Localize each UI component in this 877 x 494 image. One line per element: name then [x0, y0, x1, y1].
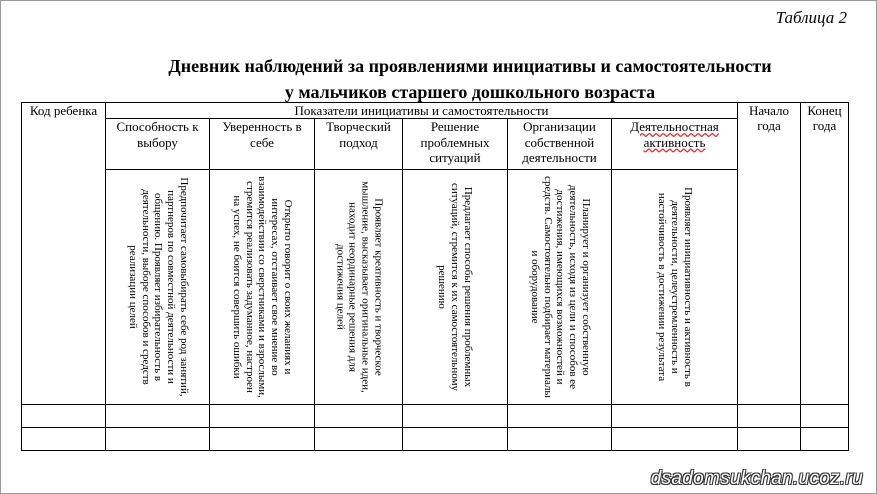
indicator-labels-row — [22, 119, 849, 170]
table-cell[interactable] — [612, 428, 738, 451]
indicator-description-cell — [315, 170, 403, 405]
indicator-description-cell — [403, 170, 508, 405]
indicator-description-cell — [508, 170, 612, 405]
site-watermark: dsadomsukchan.ucoz.ru — [650, 468, 863, 489]
header-child-code: Код ребенка — [22, 103, 106, 405]
title-line-1: Дневник наблюдений за проявлениями инициативы и самостоятельности — [168, 56, 772, 76]
table-cell[interactable] — [508, 428, 612, 451]
table-cell[interactable] — [403, 428, 508, 451]
indicator-label: Решение проблемных ситуаций — [403, 119, 508, 170]
indicator-description-cell — [210, 170, 315, 405]
table-cell[interactable] — [801, 428, 849, 451]
indicator-description: Проявляет инициативность и активность в деятельности, целеустремленность и настойчивость в достижении результата — [656, 187, 694, 388]
indicator-label: Организации собственной деятельности — [508, 119, 612, 170]
table-row — [22, 428, 849, 451]
indicator-description: Планирует и организует собственную деятельность, исходя из цели и способов ее достижения, имеющихся возможностей и средств. Самостоятельно подбирает материалы и оборудование — [528, 176, 592, 399]
table-cell[interactable] — [22, 405, 106, 428]
table-cell[interactable] — [738, 405, 801, 428]
table-cell[interactable] — [738, 428, 801, 451]
header-row — [22, 103, 849, 119]
indicator-label: Уверенность в себе — [210, 119, 315, 170]
indicator-description: Открыто говорит о своих желаниях и интересах, отстаивает свое мнение во взаимодействии со сверстниками и взрослыми, стремится реализовать задуманное, настроен на успех, не боится совершить ошибки — [230, 176, 294, 399]
indicator-description: Предпочитает самовыбирать себе род занятий, партнеров по совместной деятельности и общению. Проявляет избирательность в деятельности, выборе способов и средств реализации целей — [126, 177, 190, 397]
header-end-year: Конец года — [801, 103, 849, 405]
indicator-description: Предлагает способы решения проблемных ситуаций, стремится к их самостоятельному решению — [436, 183, 475, 392]
table-cell[interactable] — [22, 428, 106, 451]
indicator-label-text: Деятельностная активность — [630, 119, 719, 150]
table-row — [22, 405, 849, 428]
indicator-label: Способность к выбору — [106, 119, 210, 170]
table-cell[interactable] — [315, 405, 403, 428]
table-cell[interactable] — [612, 405, 738, 428]
header-indicators: Показатели инициативы и самостоятельности — [106, 103, 738, 119]
observation-table — [21, 102, 849, 451]
table-cell[interactable] — [315, 428, 403, 451]
indicator-description: Проявляет креативность и творческое мышление, высказывает оригинальные идеи, находит неординарные решения для достижения целей — [333, 181, 384, 394]
indicator-description-cell — [106, 170, 210, 405]
table-number-label: Таблица 2 — [775, 8, 847, 27]
header-start-year: Начало года — [738, 103, 801, 405]
table-cell[interactable] — [403, 405, 508, 428]
table-cell[interactable] — [508, 405, 612, 428]
indicator-description-cell — [612, 170, 738, 405]
table-cell[interactable] — [801, 405, 849, 428]
indicator-descriptions-row — [22, 170, 849, 405]
title-line-2: у мальчиков старшего дошкольного возраста — [284, 82, 656, 102]
table-cell[interactable] — [106, 405, 210, 428]
indicator-label: Творческий подход — [315, 119, 403, 170]
table-cell[interactable] — [106, 428, 210, 451]
table-cell[interactable] — [210, 428, 315, 451]
table-cell[interactable] — [210, 405, 315, 428]
indicator-label — [612, 119, 738, 170]
